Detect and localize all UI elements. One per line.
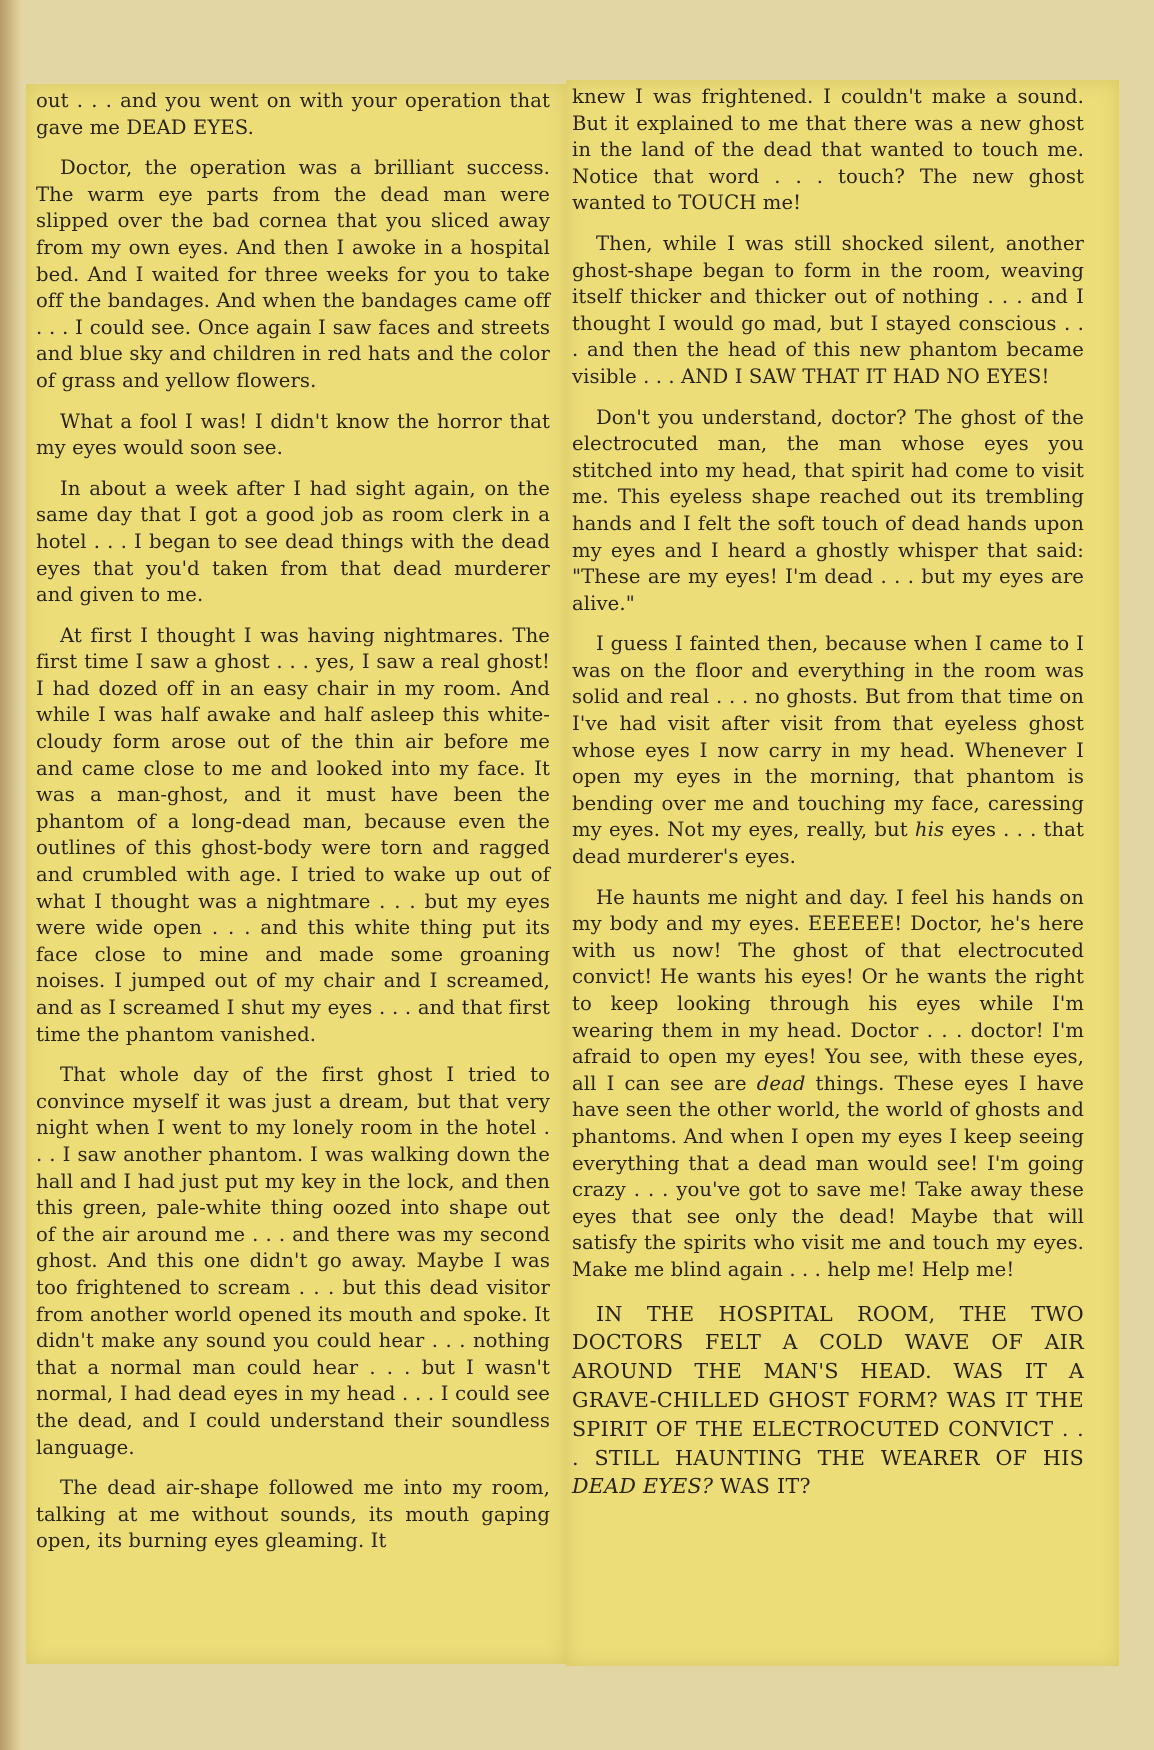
paragraph: Then, while I was still shocked silent, another ghost-shape began to form in the room, weaving itself thicker and thicker out of nothing . . . and I thought I would go mad, but I stayed conscious . . . and then the head of this new phantom became visible . . . AND I SAW THAT IT HAD NO EYES! (572, 231, 1084, 388)
emphasis: dead (756, 1071, 806, 1095)
paragraph: Don't you understand, doctor? The ghost of the electrocuted man, the man whose eyes you stitched into my head, that spirit had come to visit me. This eyeless shape reached out its trembling hands and I felt the soft touch of dead hands upon my eyes and I heard a ghostly whisper that said: "These are my eyes! I'm dead . . . but my eyes are alive." (572, 405, 1084, 615)
emphasis: DEAD EYES? (572, 1474, 714, 1499)
closing-caption (572, 1300, 1084, 1502)
paragraph: In about a week after I had sight again, on the same day that I got a good job as room clerk in a hotel . . . I began to see dead things with the dead eyes that you'd taken from that dead murderer and given to me. (36, 476, 550, 607)
paragraph: The dead air-shape followed me into my room, talking at me without sounds, its mouth gaping open, its burning eyes gleaming. It (36, 1476, 550, 1553)
paragraph-text: things. These eyes I have have seen the other world, the world of ghosts and phantoms. And when I open my eyes I keep seeing everything that a dead man would see! I'm going crazy . . . you've got to save me! Take away these eyes that see only the dead! Maybe that will satisfy the spirits who visit me and touch my eyes. Make me blind again . . . help me! Help me! (572, 1071, 1085, 1281)
emphasis: his (914, 818, 945, 842)
paragraph (572, 885, 1084, 1284)
paragraph: Doctor, the operation was a brilliant success. The warm eye parts from the dead man were slipped over the bad cornea that you sliced away from my own eyes. And then I awoke in a hospital bed. And I waited for three weeks for you to take off the bandages. And when the bandages came off . . . I could see. Once again I saw faces and streets and blue sky and children in red hats and the color of grass and yellow flowers. (36, 156, 550, 392)
paragraph: out . . . and you went on with your operation that gave me DEAD EYES. (36, 89, 550, 139)
paragraph (572, 631, 1084, 870)
paragraph: What a fool I was! I didn't know the horror that my eyes would soon see. (36, 409, 550, 460)
page-binding-edge (0, 0, 22, 1750)
paragraph: knew I was frightened. I couldn't make a sound. But it explained to me that there was a new ghost in the land of the dead that wanted to touch me. Notice that word . . . touch? The new ghost wanted to TOUCH me! (572, 85, 1084, 215)
paragraph-text: eyes . . . that dead murderer's eyes. (572, 818, 1085, 869)
caption-text: WAS IT? (713, 1474, 811, 1499)
paragraph: At first I thought I was having nightmares. The first time I saw a ghost . . . yes, I saw a real ghost! I had dozed off in an easy chair in my room. And while I was half awake and half asleep this white-cloudy form arose out of the thin air before me and came close to me and looked into my face. It was a man-ghost, and it must have been the phantom of a long-dead man, because even the outlines of this ghost-body were torn and ragged and crumbled with age. I tried to wake up out of what I thought was a nightmare . . . but my eyes were wide open . . . and this white thing put its face close to mine and made some groaning noises. I jumped out of my chair and I screamed, and as I screamed I shut my eyes . . . and that first time the phantom vanished. (36, 623, 550, 1046)
paragraph-text: I guess I fainted then, because when I came to I was on the floor and everything in the room was solid and real . . . no ghosts. But from that time on I've had visit after visit from that eyeless ghost whose eyes I now carry in my head. Whenever I open my eyes in the morning, that phantom is bending over me and touching my face, caressing my eyes. Not my eyes, really, but (572, 632, 1084, 842)
paragraph-text: He haunts me night and day. I feel his hands on my body and my eyes. EEEEEE! Doctor, he's here with us now! The ghost of that electrocuted convict! He wants his eyes! Or he wants the right to keep looking through his eyes while I'm wearing them in my head. Doctor . . . doctor! I'm afraid to open my eyes! You see, with these eyes, all I can see are (572, 885, 1084, 1095)
paragraph: That whole day of the first ghost I tried to convince myself it was just a dream, but that very night when I went to my lonely room in the hotel . . . I saw another phantom. I was walking down the hall and I had just put my key in the lock, and then this green, pale-white thing oozed into shape out of the air around me . . . and there was my second ghost. And this one didn't go away. Maybe I was too frightened to scream . . . but this dead visitor from another world opened its mouth and spoke. It didn't make any sound you could hear . . . nothing that a normal man could hear . . . but I wasn't normal, I had dead eyes in my head . . . I could see the dead, and I could understand their soundless language. (36, 1063, 550, 1459)
left-text-column (36, 88, 550, 1569)
right-text-column (572, 84, 1084, 1515)
caption-text: IN THE HOSPITAL ROOM, THE TWO DOCTORS FELT A COLD WAVE OF AIR AROUND THE MAN'S HEAD. WAS IT A GRAVE-CHILLED GHOST FORM? WAS IT THE SPIRIT OF THE ELECTROCUTED CONVICT . . . STILL HAUNTING THE WEARER OF HIS (572, 1301, 1084, 1470)
